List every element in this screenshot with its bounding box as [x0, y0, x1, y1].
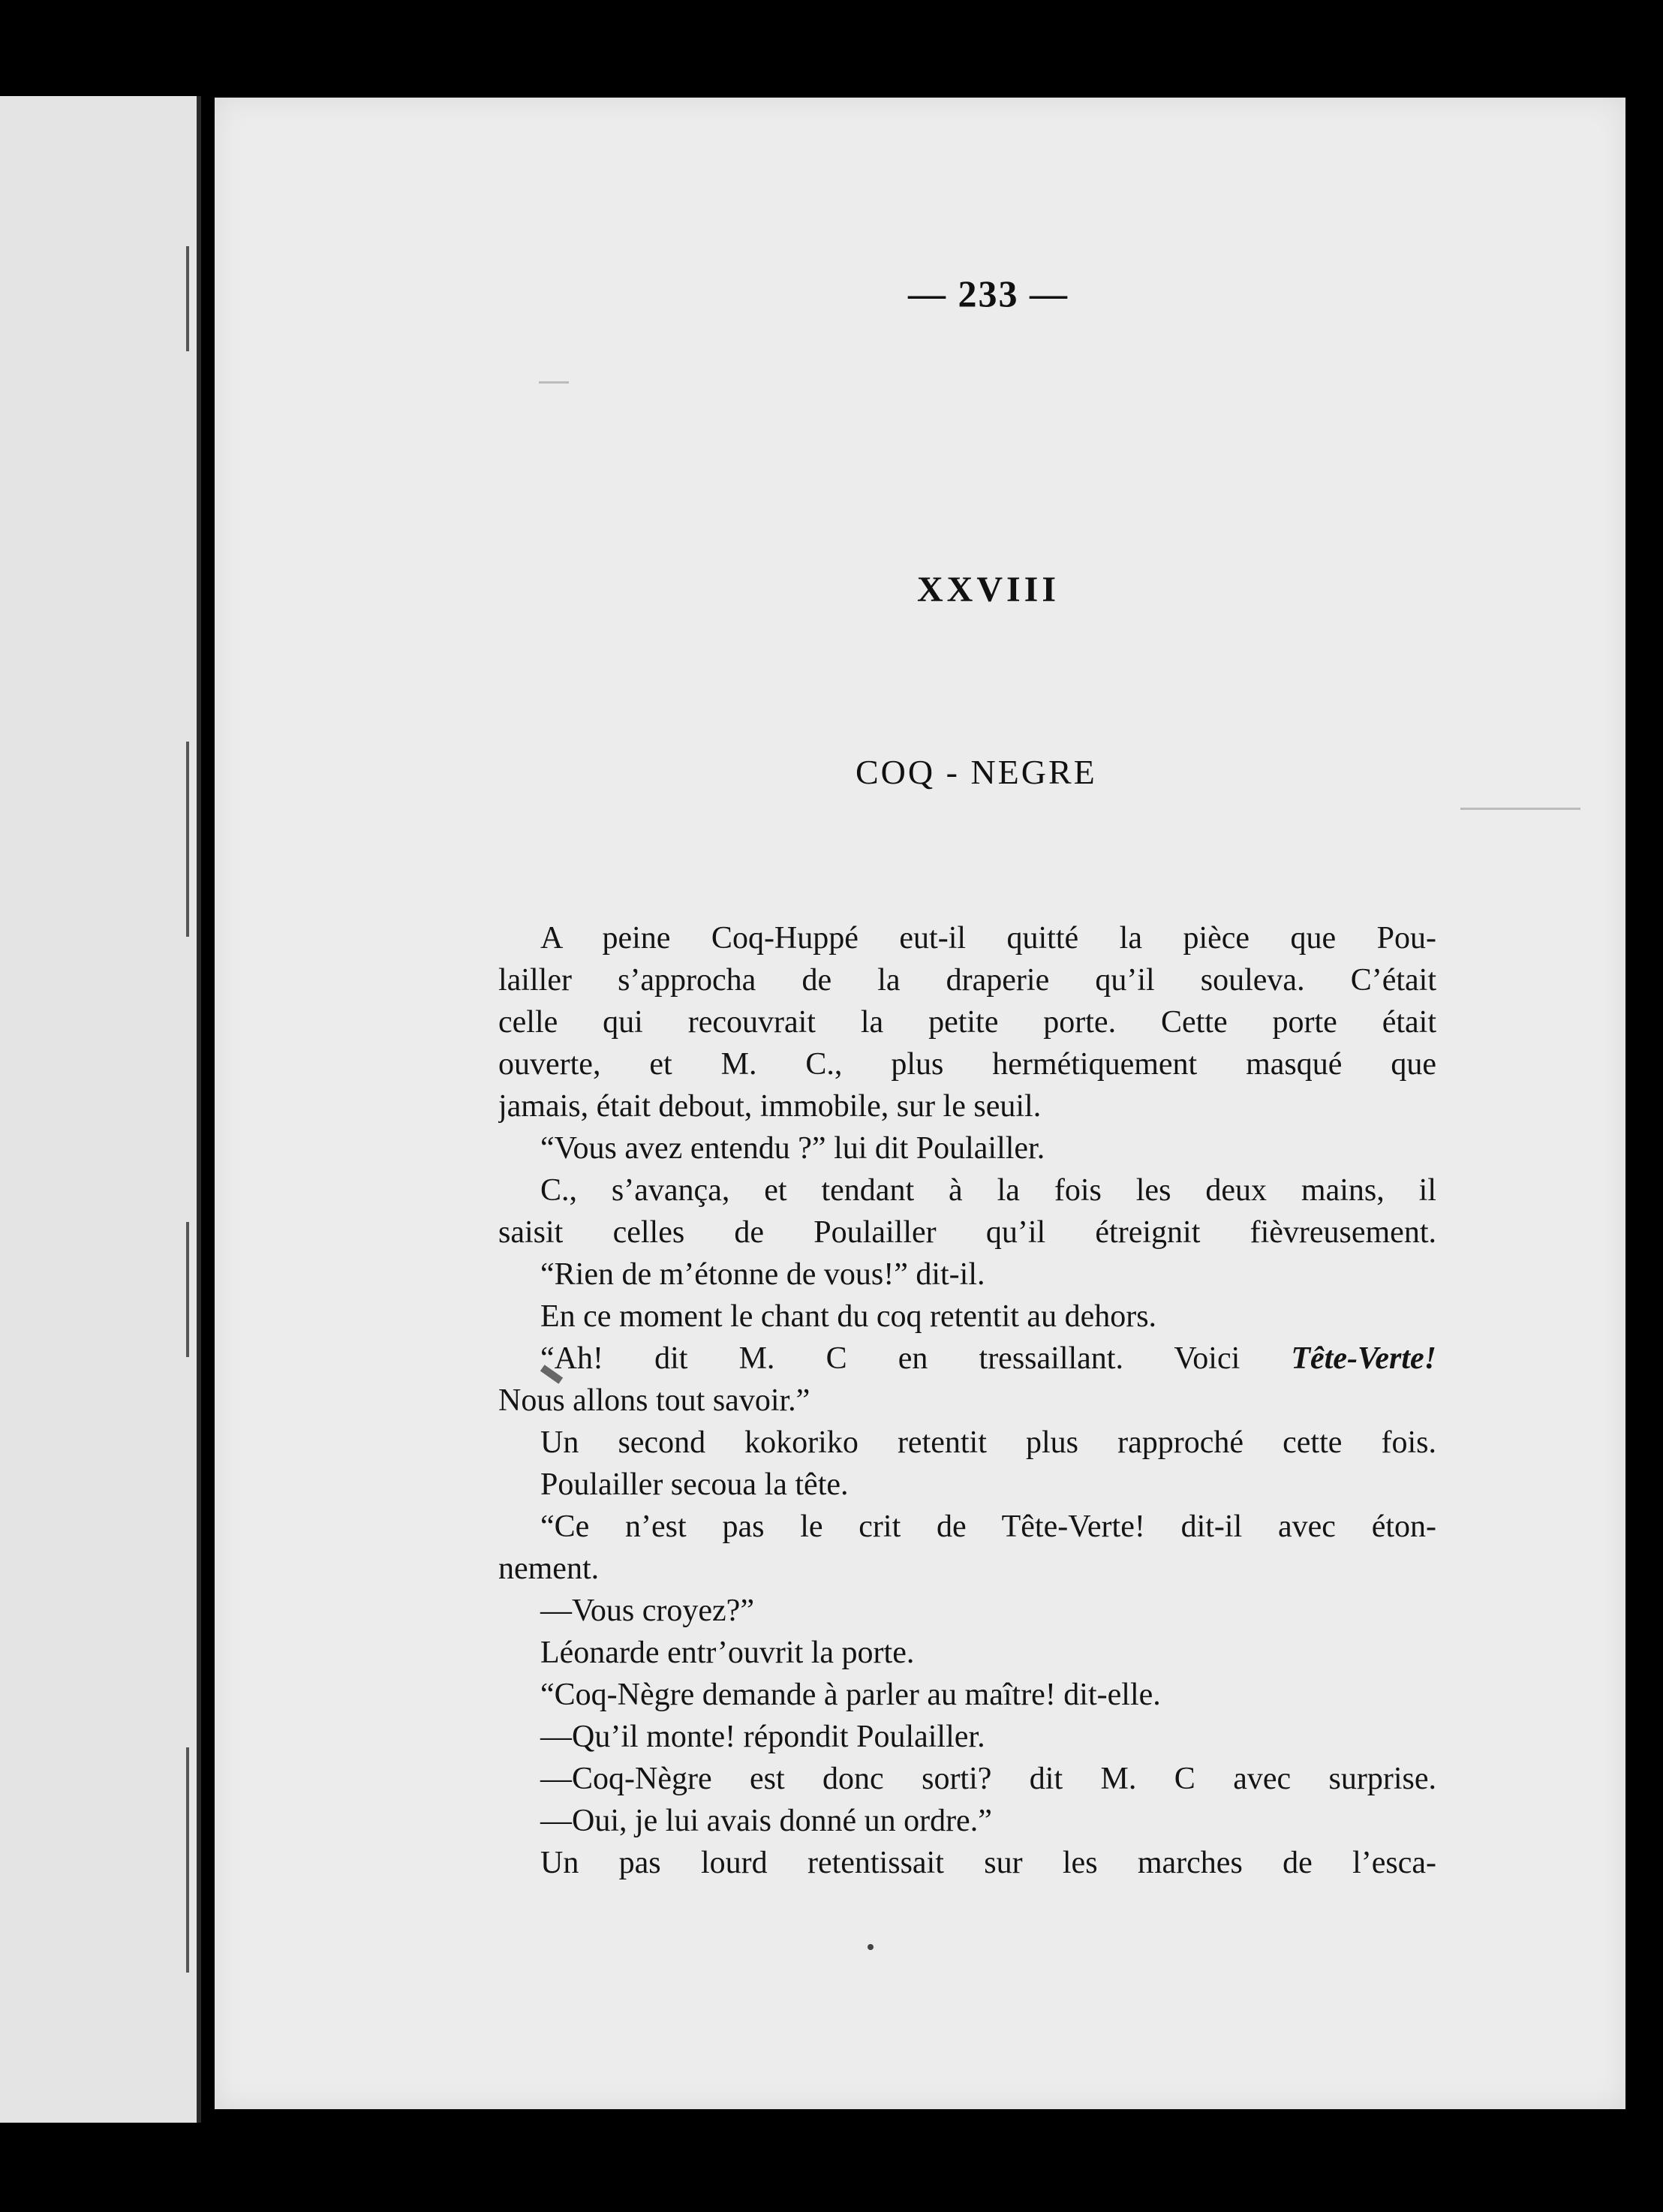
text-line: lailler s’approcha de la draperie qu’il souleva. C’était [498, 963, 1436, 998]
text-span: “Ah! dit M. C en tressaillant. Voici [540, 1341, 1292, 1376]
page-number: — 233 — [908, 272, 1069, 314]
chapter-title: COQ - NEGRE [856, 753, 1097, 791]
text-line: “Vous avez entendu ?” lui dit Poulailler. [540, 1131, 1045, 1166]
text-line [498, 1338, 1436, 1380]
text-line: —Qu’il monte! répondit Poulailler. [540, 1720, 985, 1754]
text-line: Un second kokoriko retentit plus rapproché cette fois. [540, 1425, 1436, 1460]
text-line: “Rien de m’étonne de vous!” dit-il. [540, 1257, 985, 1292]
page-gutter-shadow [186, 246, 189, 351]
text-line: —Coq-Nègre est donc sorti? dit M. C avec surprise. [540, 1762, 1436, 1796]
page-gutter-shadow [186, 1747, 189, 1973]
text-line: “Coq-Nègre demande à parler au maître! dit-elle. [540, 1678, 1161, 1712]
ink-mark [539, 381, 569, 384]
left-facing-page [0, 96, 201, 2123]
italic-title: Tête-Verte! [1291, 1341, 1436, 1376]
text-line: ouverte, et M. C., plus hermétiquement masqué que [498, 1047, 1436, 1082]
text-line: Poulailler secoua la tête. [540, 1467, 849, 1502]
text-line: Léonarde entr’ouvrit la porte. [540, 1636, 915, 1670]
text-line: Un pas lourd retentissait sur les marches de l’esca- [540, 1846, 1436, 1880]
text-line: C., s’avança, et tendant à la fois les deux mains, il [540, 1173, 1436, 1208]
text-line: nement. [498, 1551, 600, 1586]
page-gutter-shadow [186, 742, 189, 937]
text-line: A peine Coq-Huppé eut-il quitté la pièce que Pou- [540, 921, 1436, 956]
body-text [498, 917, 1436, 1884]
text-line: En ce moment le chant du coq retentit au dehors. [540, 1299, 1157, 1334]
chapter-number: XXVIII [917, 570, 1060, 609]
text-line: “Ce n’est pas le crit de Tête-Verte! dit-il avec éton- [540, 1509, 1436, 1544]
text-line: celle qui recouvrait la petite porte. Cette porte était [498, 1005, 1436, 1040]
text-line: Nous allons tout savoir.” [498, 1383, 810, 1418]
page-gutter-shadow [186, 1222, 189, 1357]
ink-mark [868, 1944, 874, 1950]
text-line: saisit celles de Poulailler qu’il étreignit fièvreusement. [498, 1215, 1436, 1250]
text-line: —Oui, je lui avais donné un ordre.” [540, 1804, 992, 1838]
text-line: jamais, était debout, immobile, sur le seuil. [498, 1089, 1042, 1124]
text-line: —Vous croyez?” [540, 1594, 754, 1628]
ink-mark [1460, 808, 1580, 810]
